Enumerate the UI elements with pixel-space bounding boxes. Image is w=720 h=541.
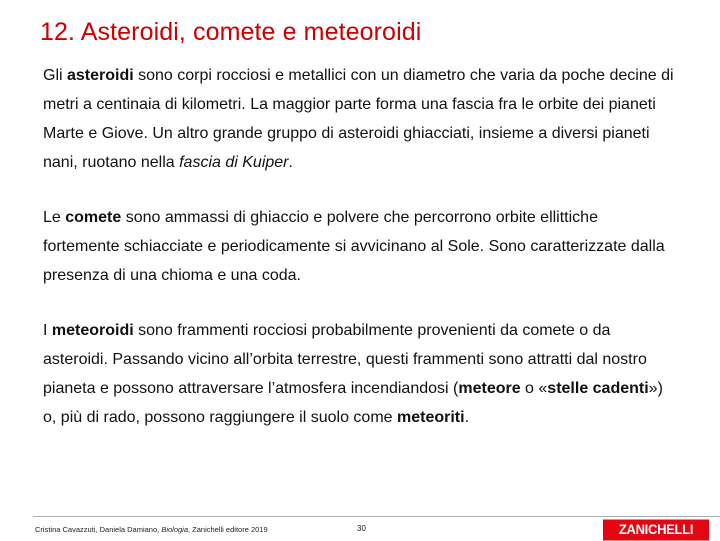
text-run: . bbox=[288, 154, 293, 171]
term-meteors: meteore bbox=[458, 380, 521, 397]
text-run: o « bbox=[520, 380, 548, 397]
term-meteorites: meteoriti bbox=[397, 409, 465, 426]
text-run: . bbox=[464, 409, 470, 426]
footer-publisher: , Zanichelli editore 2019 bbox=[188, 525, 268, 534]
text-run: sono corpi rocciosi e metallici con un diametro che varia da poche decine di metri a centinaia di kilometri. La maggior parte forma una fascia fra le orbite dei pianeti Marte e Giove. Un altro grande gruppo di asteroidi ghiacciati, insieme a diversi pianeti nani, ruotano nella bbox=[43, 67, 674, 171]
slide-title: 12. Asteroidi, comete e meteoroidi bbox=[40, 18, 422, 46]
zanichelli-logo: ZANICHELLI bbox=[603, 520, 709, 541]
text-run: I bbox=[43, 322, 52, 339]
footer-divider bbox=[33, 516, 720, 517]
text-run: sono frammenti rocciosi probabilmente provenienti da comete o da asteroidi. Passando vicino all’orbita terrestre, questi frammenti sono attratti dal nostro pianeta e possono attraversare l’atmosfera incendiandosi ( bbox=[43, 322, 647, 397]
paragraph-comets bbox=[43, 203, 675, 290]
term-comets: comete bbox=[65, 209, 122, 226]
term-asteroids: asteroidi bbox=[67, 67, 134, 84]
paragraph-asteroids bbox=[43, 61, 675, 177]
text-run: Gli bbox=[43, 67, 67, 84]
footer-authors: Cristina Cavazzuti, Daniela Damiano, bbox=[35, 525, 162, 534]
term-shooting-stars: stelle cadenti bbox=[547, 380, 649, 397]
paragraph-meteoroids bbox=[43, 316, 675, 432]
term-kuiper-belt: fascia di Kuiper bbox=[179, 154, 289, 171]
footer-book-title: Biologia bbox=[161, 525, 188, 534]
term-meteoroids: meteoroidi bbox=[51, 322, 134, 339]
footer-credit bbox=[35, 525, 268, 534]
text-run: sono ammassi di ghiaccio e polvere che percorrono orbite ellittiche fortemente schiacciate e periodicamente si avvicinano al Sole. Sono caratterizzate dalla presenza di una chioma e una coda. bbox=[43, 209, 665, 284]
text-run: Le bbox=[43, 209, 66, 226]
text-run: ») o, più di rado, possono raggiungere il suolo come bbox=[43, 380, 663, 426]
page-number: 30 bbox=[357, 524, 366, 533]
slide-body bbox=[43, 61, 675, 432]
